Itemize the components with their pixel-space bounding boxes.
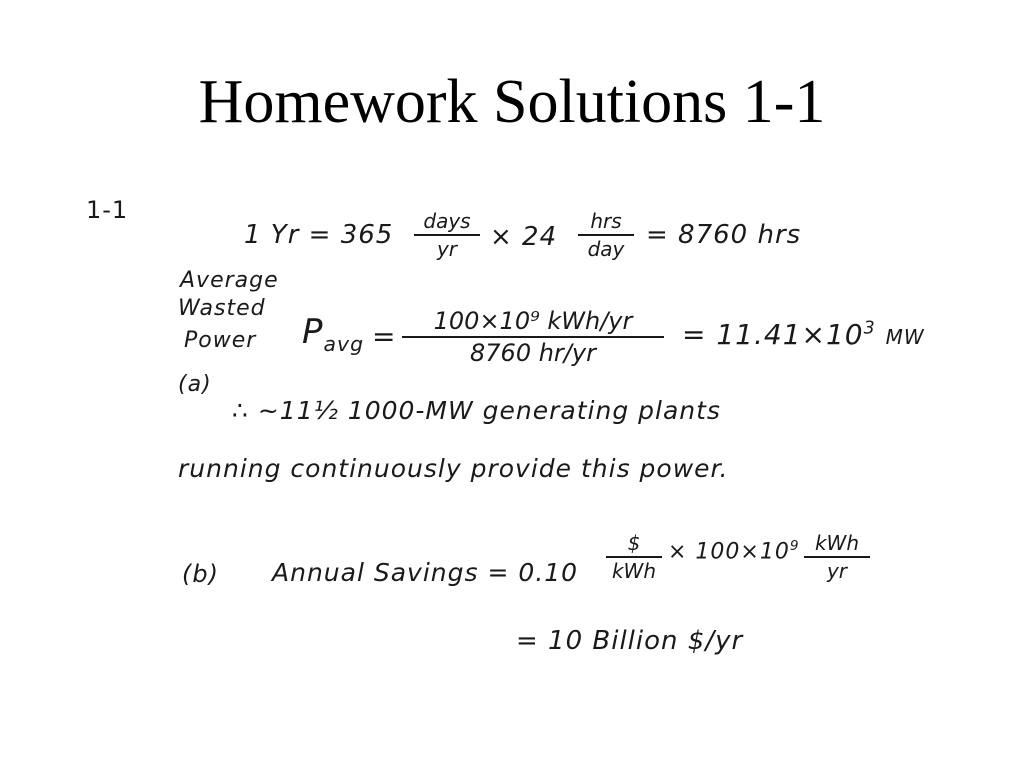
year-eq-hrs-per-day (578, 210, 634, 260)
frac-den: kWh (611, 559, 657, 583)
power-symbol (302, 312, 364, 356)
part-b-mid-value: × 100×10 (668, 539, 790, 565)
year-eq-mid: × 24 (490, 222, 558, 252)
power-equals: = (372, 320, 397, 353)
fraction-bar (414, 234, 480, 236)
part-b-mid (668, 538, 800, 564)
part-a-line2: running continuously provide this power. (178, 454, 729, 483)
frac-den: 8760 hr/yr (470, 339, 596, 368)
frac-num: days (423, 209, 471, 233)
power-rhs-value: = 11.41×10 (682, 318, 864, 351)
frac-num: $ (627, 531, 641, 555)
year-eq-rhs: = 8760 hrs (646, 220, 802, 250)
part-b-result: = 10 Billion $/yr (516, 626, 744, 656)
fraction-bar (402, 336, 664, 338)
power-rhs (682, 318, 925, 351)
power-label-average: Average (180, 268, 279, 293)
power-subscript: avg (323, 331, 365, 356)
slide-title: Homework Solutions 1-1 (198, 68, 826, 136)
fraction-bar (606, 556, 662, 558)
power-symbol-letter: P (302, 312, 324, 352)
frac-num: kWh (814, 531, 860, 555)
part-a-label: (a) (178, 372, 212, 397)
frac-num: 100×10⁹ kWh/yr (433, 307, 633, 335)
year-eq-days-per-yr (414, 210, 480, 260)
problem-number: 1-1 (86, 196, 129, 224)
fraction-bar (804, 556, 870, 558)
frac-num: hrs (590, 209, 622, 233)
power-label-power: Power (184, 328, 257, 353)
power-label-wasted: Wasted (178, 296, 266, 321)
part-b-dollars-per-kwh (606, 532, 662, 582)
part-b-label: (b) (182, 560, 219, 588)
power-rhs-unit: MW (885, 325, 925, 349)
frac-den: yr (436, 237, 458, 261)
fraction-bar (578, 234, 634, 236)
part-b-kwh-per-yr (804, 532, 870, 582)
frac-den: day (587, 237, 625, 261)
part-b-mid-exp: 9 (789, 538, 800, 554)
power-fraction (402, 308, 664, 367)
part-a-line1: ∴ ~11½ 1000-MW generating plants (232, 396, 721, 425)
part-b-lhs: Annual Savings = 0.10 (272, 558, 579, 587)
year-eq-lhs: 1 Yr = 365 (244, 220, 394, 250)
power-rhs-exp: 3 (863, 318, 876, 339)
frac-den: yr (826, 559, 848, 583)
